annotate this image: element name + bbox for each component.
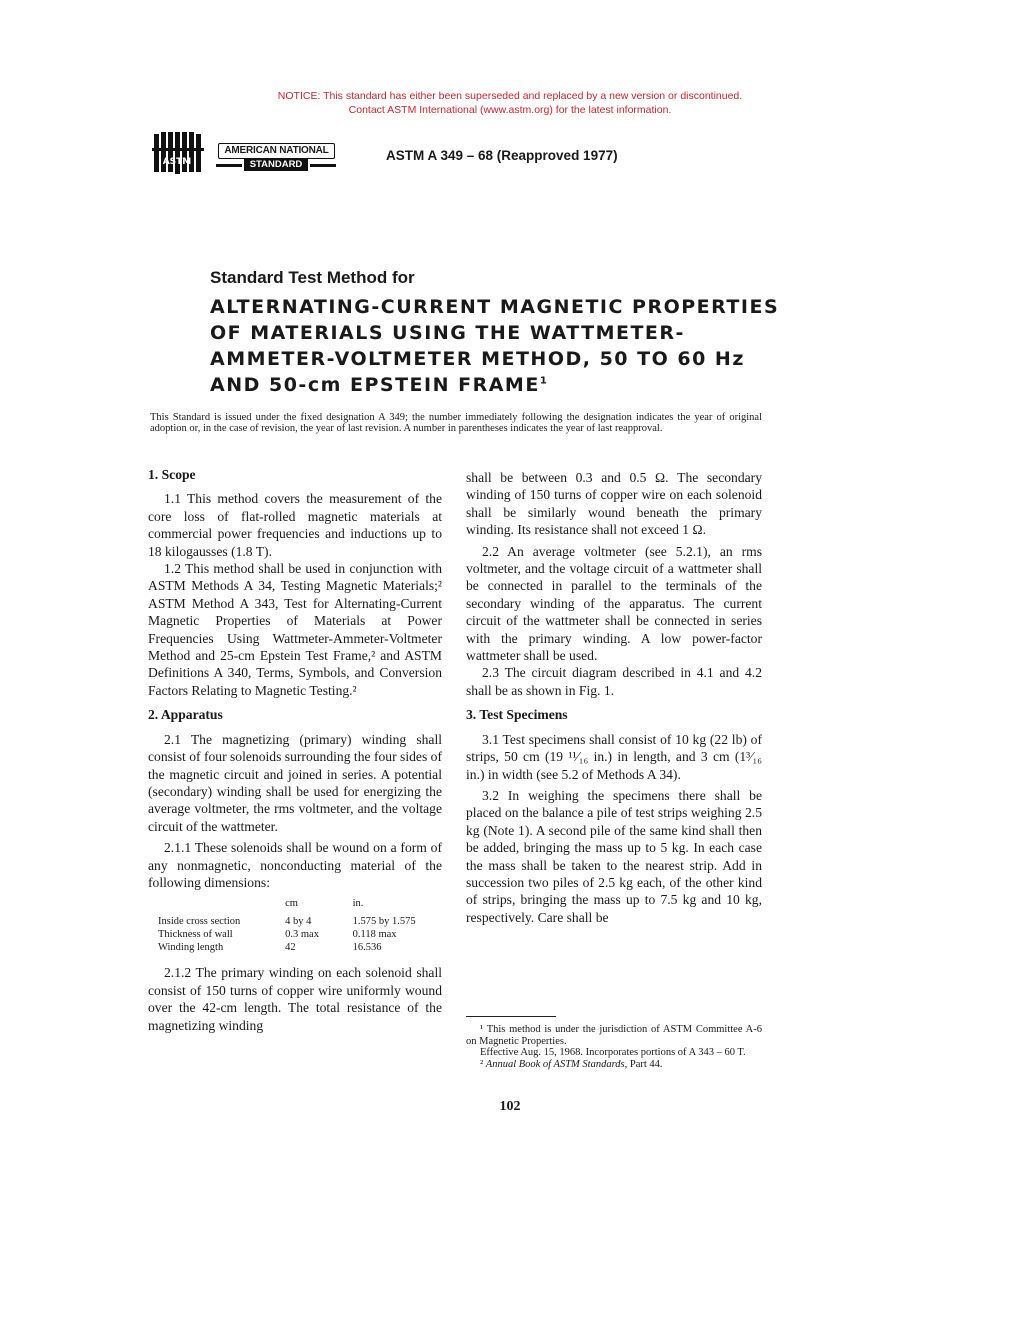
left-column (148, 466, 442, 1034)
section-heading-scope: 1. Scope (148, 467, 196, 482)
table-cell: 0.3 max (285, 929, 319, 941)
table-row (158, 928, 442, 941)
title-kicker: Standard Test Method for (210, 268, 415, 287)
section-heading-apparatus: 2. Apparatus (148, 707, 223, 723)
paragraph-2-2: 2.2 An average voltmeter (see 5.2.1), an rms voltmeter, and the voltage circuit of a wattmeter shall be connected in parallel to the terminals of the secondary winding of the apparatus. The current circuit of the wattmeter shall be connected in series with the primary winding. A low power-factor wattmeter shall be used. (466, 543, 762, 664)
table-cell: Winding length (158, 942, 224, 954)
title-line-3: AMMETER-VOLTMETER METHOD, 50 TO 60 Hz (210, 348, 745, 370)
table-cell: Thickness of wall (158, 929, 233, 941)
dimensions-table (158, 897, 442, 954)
table-cell: 1.575 by 1.575 (352, 916, 416, 928)
right-column (466, 469, 762, 926)
paragraph-3-2: 3.2 In weighing the specimens there shall be placed on the balance a pile of test strips weighing 2.5 kg (Note 1). A second pile of the same kind shall then be added, bringing the mass up to 5 kg. In each case the mass shall be taken to the nearest strip. Add in succession two piles of 2.5 kg each, of the other kind of strips, bringing the mass up to 7.5 kg and 10 kg, respectively. Care shall be (466, 787, 762, 925)
table-header-cell (158, 897, 285, 915)
footnote-2-mark: ² (480, 1058, 486, 1070)
table-cell: 0.118 max (352, 929, 397, 941)
footnotes (466, 1024, 762, 1070)
table-cell: 16.536 (352, 942, 382, 954)
table-cell: 4 by 4 (285, 916, 312, 928)
badge-american-national: AMERICAN NATIONAL (218, 143, 335, 159)
title-line-4-text: AND 50-cm EPSTEIN FRAME (210, 374, 540, 396)
paragraph-1-1: 1.1 This method covers the measurement of the core loss of flat-rolled magnetic materials at commercial power frequencies and inductions up to 18 kilogausses (1.8 T). (148, 491, 442, 559)
table-cell: Inside cross section (158, 916, 241, 928)
badge-bar-right (310, 164, 336, 167)
paragraph-3-1: 3.1 Test specimens shall consist of 10 kg (22 lb) of strips, 50 cm (19 ¹¹⁄₁₆ in.) in length, and 3 cm (1³⁄₁₆ in.) in width (see 5.2 of Methods A 34). (466, 731, 762, 782)
notice-line-1: NOTICE: This standard has either been superseded and replaced by a new version or discontinued. (277, 90, 743, 102)
table-header-cell: cm (285, 898, 298, 910)
table-header-row (158, 897, 442, 915)
issued-note: This Standard is issued under the fixed designation A 349; the number immediately following the designation indicates the year of original adoption or, in the case of revision, the year of last revision. A number in parentheses indicates the year of last reapproval. (150, 412, 762, 434)
footnote-divider (466, 1016, 556, 1017)
badge-bar-left (216, 164, 242, 167)
title-footnote-mark: 1 (539, 375, 547, 387)
badge-standard: STANDARD (244, 159, 308, 171)
title-line-1: ALTERNATING-CURRENT MAGNETIC PROPERTIES (210, 296, 780, 318)
table-row (158, 915, 442, 928)
table-header-cell: in. (352, 898, 364, 910)
title-line-2: OF MATERIALS USING THE WATTMETER- (210, 322, 685, 344)
astm-logo-icon (150, 130, 214, 176)
notice-line-2: Contact ASTM International (www.astm.org) for the latest information. (348, 104, 672, 116)
astm-logo-text: ASTM (162, 157, 192, 167)
footnote-2-rest: , Part 44. (624, 1058, 663, 1070)
paragraph-2-3: 2.3 The circuit diagram described in 4.1 and 4.2 shall be as shown in Fig. 1. (466, 665, 762, 698)
designation: ASTM A 349 – 68 (Reapproved 1977) (386, 148, 618, 163)
footnote-2 (466, 1059, 762, 1071)
table-cell: 42 (285, 942, 296, 954)
table-row (158, 941, 442, 954)
paragraph-2-1-1: 2.1.1 These solenoids shall be wound on a form of any nonmagnetic, nonconducting material of the following dimensions: (148, 840, 442, 890)
page-number: 102 (499, 1099, 521, 1114)
paragraph-2-1-2: 2.1.2 The primary winding on each solenoid shall consist of 150 turns of copper wire uniformly wound over the 42-cm length. The total resistance of the magnetizing winding (148, 965, 442, 1033)
title-line-4 (210, 374, 547, 396)
paragraph-2-1: 2.1 The magnetizing (primary) winding shall consist of four solenoids surrounding the four sides of the magnetic circuit and joined in series. A potential (secondary) winding shall be used for energizing the average voltmeter, the rms voltmeter, and the voltage circuit of the wattmeter. (148, 731, 442, 834)
paragraph-continued: shall be between 0.3 and 0.5 Ω. The secondary winding of 150 turns of copper wire on each solenoid shall be similarly wound beneath the primary winding. Its resistance shall not exceed 1 Ω. (466, 470, 762, 538)
section-heading-test-specimens: 3. Test Specimens (466, 707, 568, 723)
footnote-1: ¹ This method is under the jurisdiction of ASTM Committee A-6 on Magnetic Properties. (466, 1024, 762, 1047)
footnote-2-title: Annual Book of ASTM Standards (485, 1058, 625, 1070)
paragraph-1-2: 1.2 This method shall be used in conjunction with ASTM Methods A 34, Testing Magnetic Materials;² ASTM Method A 343, Test for Alternating-Current Magnetic Properties of Materials at Power Frequencies Using Wattmeter-Ammeter-Voltmeter Method and 25-cm Epstein Test Frame,² and ASTM Definitions A 340, Terms, Symbols, and Conversion Factors Relating to Magnetic Testing.² (148, 561, 442, 698)
footnote-1-effective: Effective Aug. 15, 1968. Incorporates portions of A 343 – 60 T. (480, 1047, 746, 1058)
